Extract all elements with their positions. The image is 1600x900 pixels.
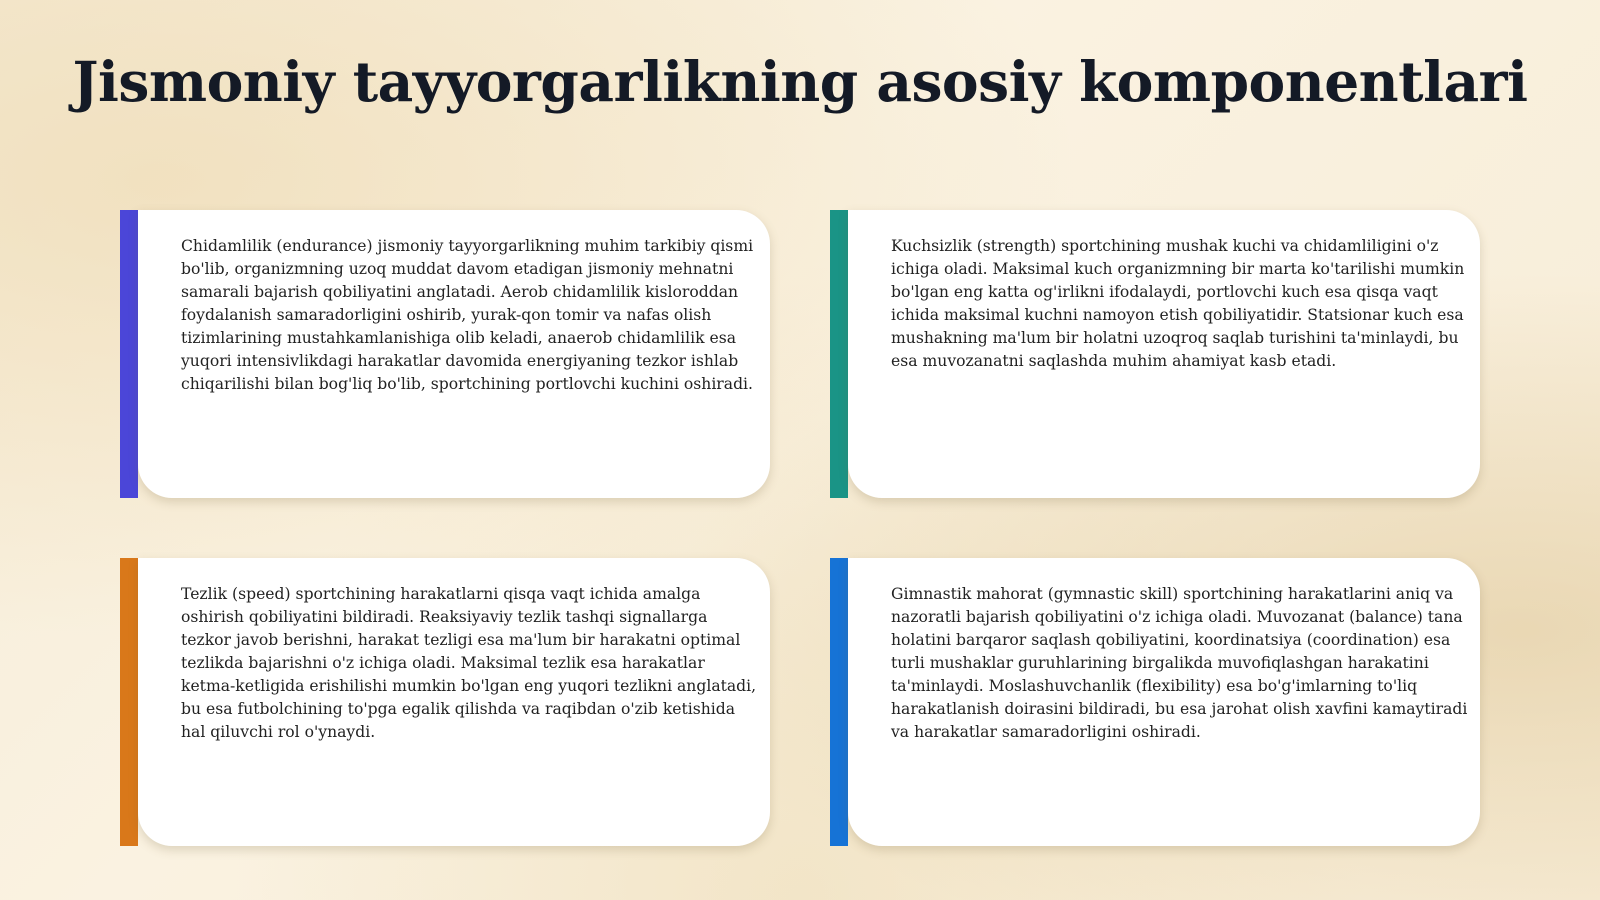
component-card-endurance — [120, 210, 770, 498]
card-accent-bar — [120, 210, 138, 498]
card-text: Kuchsizlik (strength) sportchining mushak kuchi va chidamliligini o'z ichiga oladi. Maksimal kuch organizmning bir marta ko'tarilishi mumkin bo'lgan eng katta og'irlikni ifodalaydi, portlovchi kuch esa qisqa vaqt ichida maksimal kuchni namoyon etish qobiliyatidir. Statsionar kuch esa mushakning ma'lum bir holatni uzoqroq saqlab turishini ta'minlaydi, bu esa muvozanatni saqlashda muhim ahamiyat kasb etadi. — [891, 237, 1465, 370]
card-panel — [848, 558, 1480, 846]
component-card-gymnastic-skill — [830, 558, 1480, 846]
component-card-strength — [830, 210, 1480, 498]
card-text: Gimnastik mahorat (gymnastic skill) sportchining harakatlarini aniq va nazoratli bajarish qobiliyatini o'z ichiga oladi. Muvozanat (balance) tana holatini barqaror saqlash qobiliyatini, koordinatsiya (coordination) esa turli mushaklar guruhlarining birgalikda muvofiqlashgan harakatini ta'minlaydi. Moslashuvchanlik (flexibility) esa bo'g'imlarning to'liq harakatlanish doirasini bildiradi, bu esa jarohat olish xavfini kamaytiradi va harakatlar samaradorligini oshiradi. — [891, 585, 1468, 741]
card-panel — [138, 558, 770, 846]
component-card-speed — [120, 558, 770, 846]
card-panel — [138, 210, 770, 498]
page-title: Jismoniy tayyorgarlikning asosiy komponentlari — [72, 49, 1528, 114]
card-accent-bar — [120, 558, 138, 846]
card-text: Tezlik (speed) sportchining harakatlarni qisqa vaqt ichida amalga oshirish qobiliyatini bildiradi. Reaksiyaviy tezlik tashqi signallarga tezkor javob berishni, harakat tezligi esa ma'lum bir harakatni optimal tezlikda bajarishni o'z ichiga oladi. Maksimal tezlik esa harakatlar ketma-ketligida erishilishi mumkin bo'lgan eng yuqori tezlikni anglatadi, bu esa futbolchining to'pga egalik qilishda va raqibdan o'zib ketishida hal qiluvchi rol o'ynaydi. — [181, 585, 757, 741]
card-accent-bar — [830, 210, 848, 498]
card-panel — [848, 210, 1480, 498]
card-text: Chidamlilik (endurance) jismoniy tayyorgarlikning muhim tarkibiy qismi bo'lib, organizmning uzoq muddat davom etadigan jismoniy mehnatni samarali bajarish qobiliyatini anglatadi. Aerob chidamlilik kisloroddan foydalanish samaradorligini oshirib, yurak-qon tomir va nafas olish tizimlarining mustahkamlanishiga olib keladi, anaerob chidamlilik esa yuqori intensivlikdagi harakatlar davomida energiyaning tezkor ishlab chiqarilishi bilan bog'liq bo'lib, sportchining portlovchi kuchini oshiradi. — [181, 237, 754, 393]
card-accent-bar — [830, 558, 848, 846]
